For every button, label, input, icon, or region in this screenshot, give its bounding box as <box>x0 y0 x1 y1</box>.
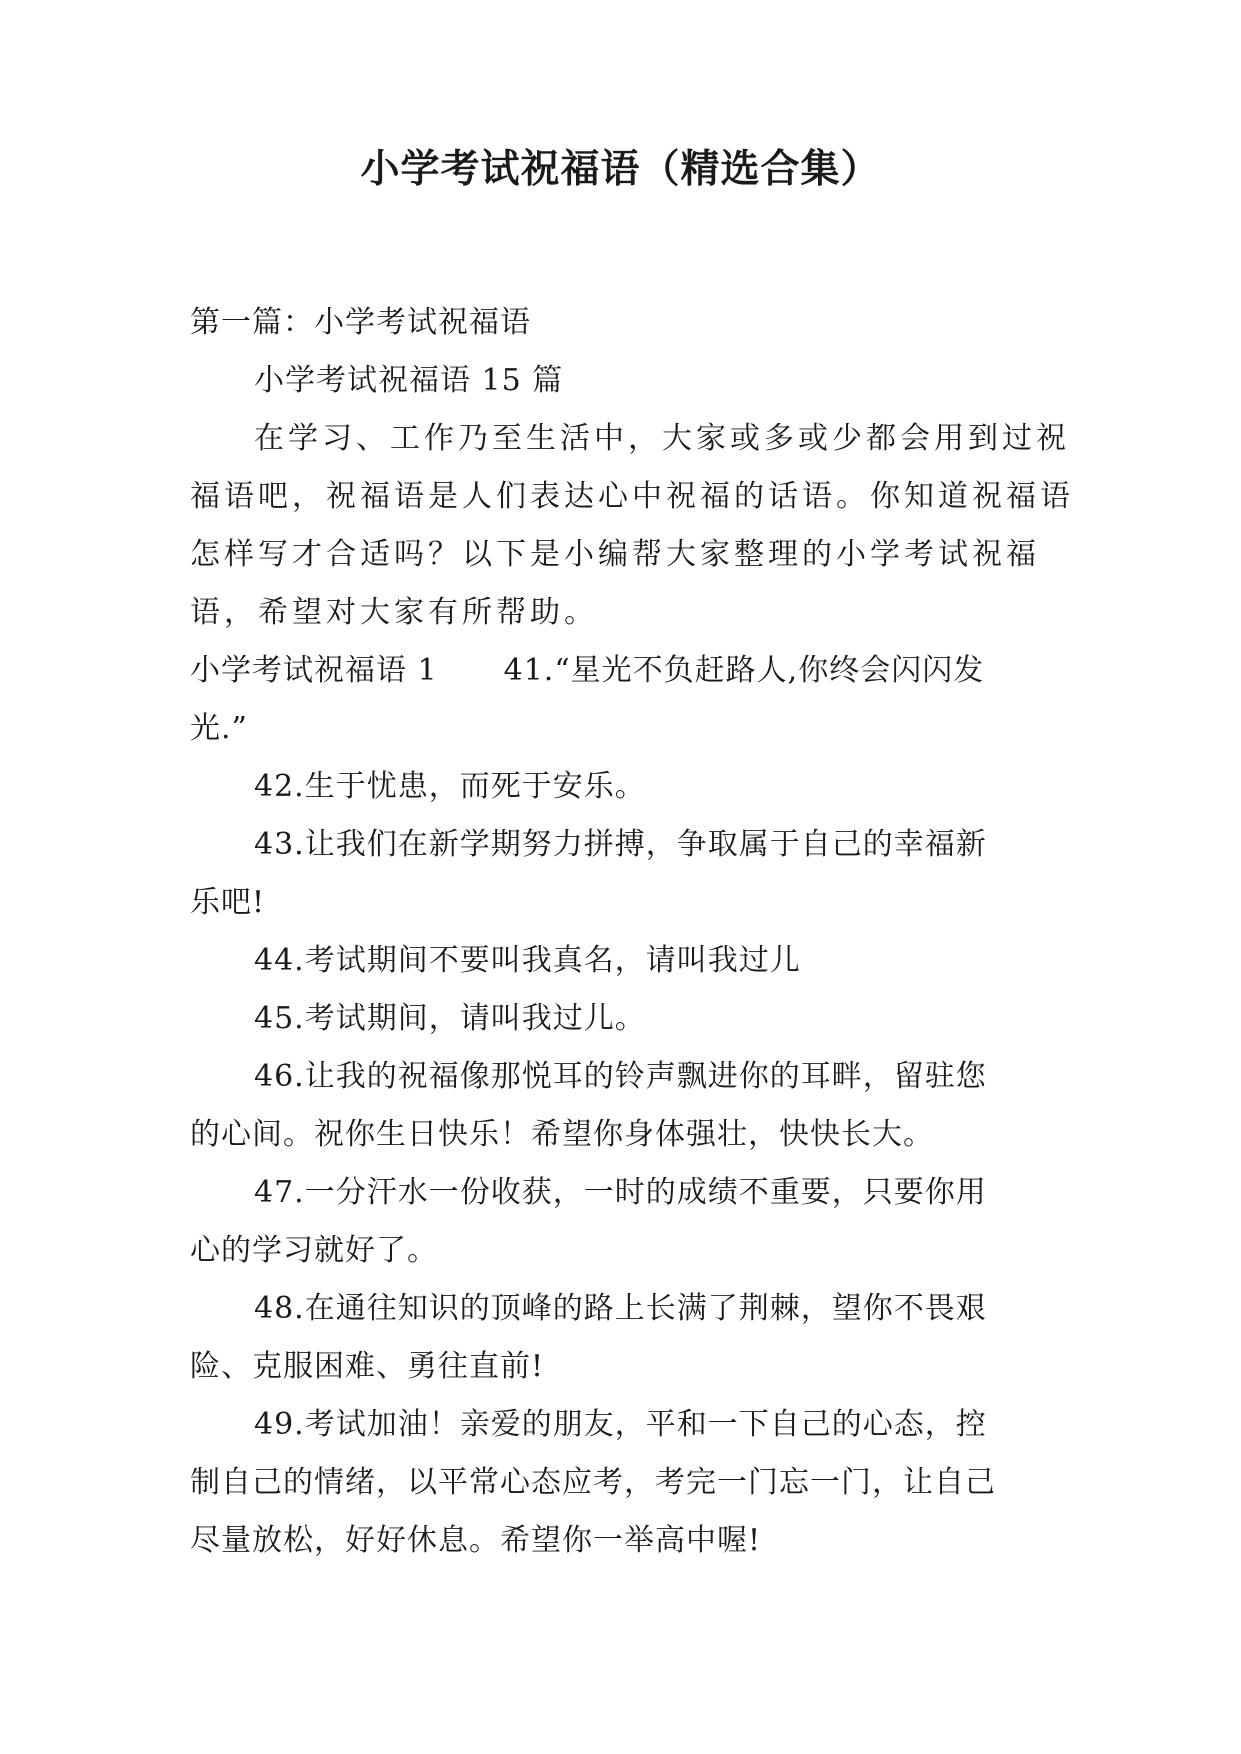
document-body <box>190 294 1074 1570</box>
intro-line: 怎样写才合适吗？以下是小编帮大家整理的小学考试祝福 <box>190 537 1040 572</box>
item-49-continued: 制自己的情绪，以平常心态应考，考完一门忘一门，让自己 <box>190 1465 996 1500</box>
section-1-line <box>190 642 1052 700</box>
item-41: 41.“星光不负赶路人,你终会闪闪发 <box>503 653 985 688</box>
section-heading: 第一篇：小学考试祝福语 <box>190 305 531 340</box>
item-45: 45.考试期间，请叫我过儿。 <box>254 1001 646 1036</box>
item-47-continued: 心的学习就好了。 <box>190 1233 438 1268</box>
intro-line: 语，希望对大家有所帮助。 <box>190 595 598 630</box>
item-49: 49.考试加油！亲爱的朋友，平和一下自己的心态，控 <box>254 1407 987 1442</box>
item-42: 42.生于忧患，而死于安乐。 <box>254 769 646 804</box>
intro-line: 福语吧，祝福语是人们表达心中祝福的话语。你知道祝福语 <box>190 479 1074 514</box>
item-49-continued: 尽量放松，好好休息。希望你一举高中喔! <box>190 1523 762 1558</box>
item-41-continued: 光.” <box>190 711 248 746</box>
intro-line: 在学习、工作乃至生活中，大家或多或少都会用到过祝 <box>254 421 1070 456</box>
subheading: 小学考试祝福语 15 篇 <box>254 363 564 398</box>
item-46: 46.让我的祝福像那悦耳的铃声飘进你的耳畔，留驻您 <box>254 1059 987 1094</box>
item-47: 47.一分汗水一份收获，一时的成绩不重要，只要你用 <box>254 1175 987 1210</box>
item-48: 48.在通往知识的顶峰的路上长满了荆棘，望你不畏艰 <box>254 1291 987 1326</box>
item-43: 43.让我们在新学期努力拼搏，争取属于自己的幸福新 <box>254 827 987 862</box>
item-46-continued: 的心间。祝你生日快乐！希望你身体强壮，快快长大。 <box>190 1117 934 1152</box>
item-48-continued: 险、克服困难、勇往直前! <box>190 1349 545 1384</box>
section-1-label: 小学考试祝福语 1 <box>190 653 438 688</box>
item-43-continued: 乐吧! <box>190 885 266 920</box>
document-title: 小学考试祝福语（精选合集） <box>360 146 881 192</box>
item-44: 44.考试期间不要叫我真名，请叫我过儿 <box>254 943 801 978</box>
